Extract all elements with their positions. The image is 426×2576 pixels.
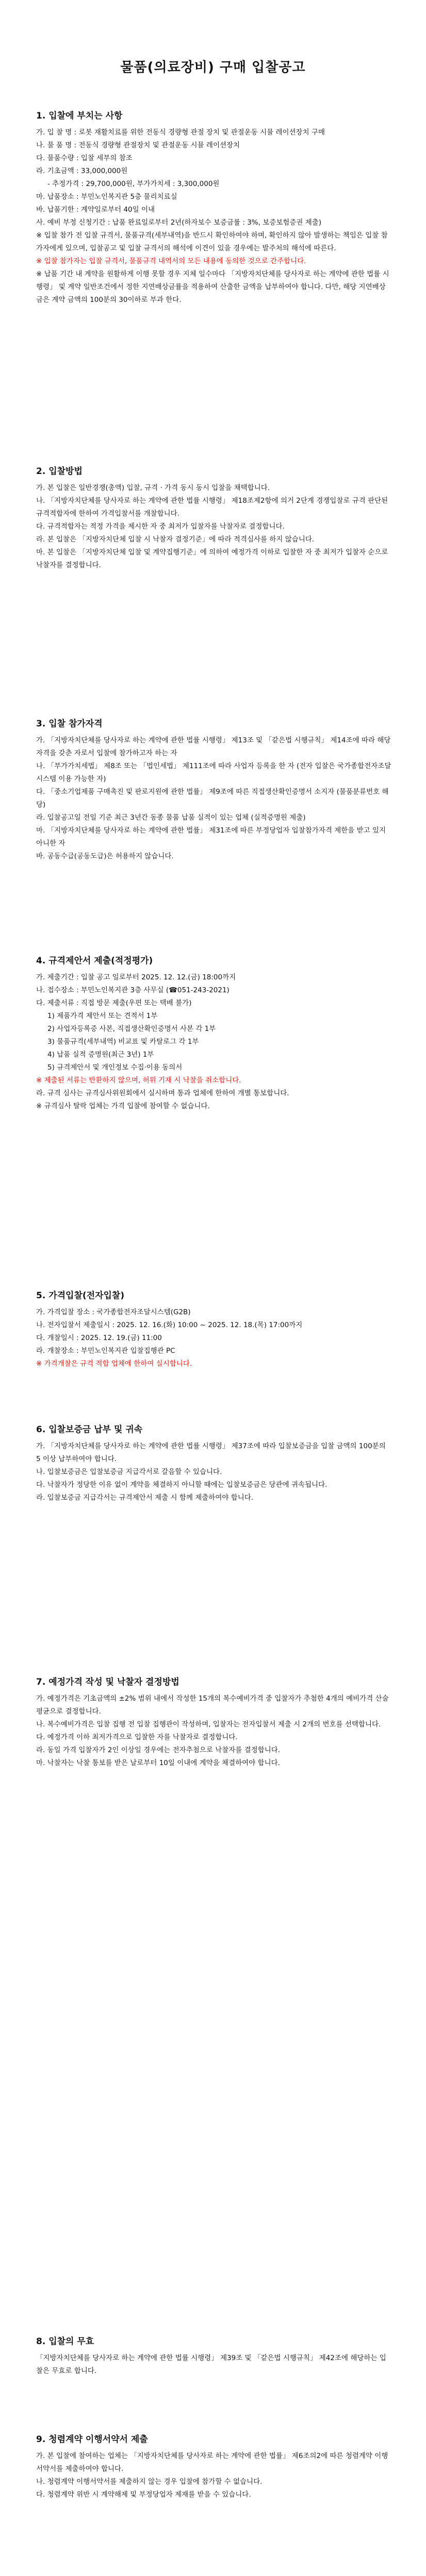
- section-line: 3) 물품규격(세부내역) 비교표 및 카탈로그 각 1부: [47, 1038, 199, 1046]
- section-9: [36, 2432, 392, 2501]
- section-heading: 8. 입찰의 무효: [36, 2336, 94, 2347]
- section-3: [36, 716, 392, 863]
- section-6: [36, 1422, 392, 1504]
- section-line: 나. 복수예비가격은 입찰 집행 전 입찰 집행관이 작성하며, 입찰자는 전자입찰서 제출 시 2개의 번호를 선택합니다.: [36, 1720, 381, 1728]
- section-line: 다. 낙찰자가 정당한 이유 없이 계약을 체결하지 아니할 때에는 입찰보증금은 당관에 귀속됩니다.: [36, 1481, 327, 1489]
- section-line: 나. 전자입찰서 제출일시 : 2025. 12. 16.(화) 10:00 ~ 2025. 12. 18.(목) 17:00까지: [36, 1321, 303, 1329]
- section-line: 다. 물품수량 : 입찰 세부의 참조: [36, 154, 133, 162]
- section-line: ※ 가격개찰은 규격 적합 업체에 한하여 실시합니다.: [36, 1360, 192, 1368]
- section-heading: 2. 입찰방법: [36, 466, 83, 477]
- section-heading: 3. 입찰 참가자격: [36, 719, 103, 729]
- section-line: ※ 납품 기간 내 계약을 원활하게 이행 못할 경우 지체 일수마다 「지방자치단체를 당사자로 하는 계약에 관한 법률 시행령」 및 계약 일반조건에서 정한 지연배상금률을 적용하여 산출한 금액을 납부하여야 합니다. 다만, 해당 지연배상금은 계약 금액의 100분의 30이하로 부과 한다.: [36, 270, 389, 304]
- section-line: 나. 물 품 명 : 전동식 경량형 관절장치 및 관절운동 시뮬 레이션장치: [36, 141, 240, 149]
- section-heading: 5. 가격입찰(전자입찰): [36, 1291, 125, 1301]
- section-line: 바. 공동수급(공동도급)은 허용하지 않습니다.: [36, 852, 174, 860]
- section-line: 5) 규격제안서 및 개인정보 수집·이용 동의서: [47, 1063, 183, 1072]
- section-line: 가. 가격입찰 장소 : 국가종합전자조달시스템(G2B): [36, 1308, 191, 1316]
- section-1: [36, 108, 392, 307]
- section-line: 다. 「중소기업제품 구매촉진 및 판로지원에 관한 법률」 제9조에 따른 직접생산확인증명서 소지자 (물품분류번호 해당): [36, 788, 389, 809]
- section-line: 가. 본 입찰은 일반경쟁(총액) 입찰, 규격 · 가격 동시 동시 입찰을 채택합니다.: [36, 484, 270, 492]
- section-line: 1) 제품가격 제안서 또는 견적서 1부: [47, 1012, 158, 1020]
- section-4: [36, 953, 392, 1113]
- section-line: 사. 예비 부정 신청기간 : 납품 완료일로부터 2년(하자보수 보증금률 : 3%, 보증보험증권 제출): [36, 218, 322, 227]
- section-heading: 9. 청렴계약 이행서약서 제출: [36, 2434, 148, 2445]
- section-heading: 1. 입찰에 부치는 사항: [36, 111, 123, 121]
- section-line: ※ 제출된 서류는 반환하지 않으며, 허위 기재 시 낙찰을 취소합니다.: [36, 1076, 241, 1084]
- section-line: 가. 예정가격은 기초금액의 ±2% 범위 내에서 작성한 15개의 복수예비가격 중 입찰자가 추첨한 4개의 예비가격 산술평균으로 결정합니다.: [36, 1694, 389, 1716]
- section-5: [36, 1288, 392, 1370]
- section-line: 「지방자치단체를 당사자로 하는 계약에 관한 법률 시행령」 제39조 및 「같은법 시행규칙」 제42조에 해당하는 입찰은 무효로 합니다.: [36, 2354, 386, 2375]
- section-line: 마. 납품장소 : 부민노인복지관 5층 물리치료실: [36, 193, 177, 201]
- section-line: 나. 「지방자치단체를 당사자로 하는 계약에 관한 법률 시행령」 제18조제2항에 의거 2단계 경쟁입찰로 규격 판단된 규격적합자에 한하여 가격입찰서를 개찰합니다.: [36, 497, 388, 518]
- section-line: ※ 입찰 참가 전 입찰 규격서, 물품규격(세부내역)을 반드시 확인하여야 하며, 확인하지 않아 발생하는 책임은 입찰 참가자에게 있으며, 입찰공고 및 입찰 규격서의 해석에 이견이 있을 경우에는 발주처의 해석에 따른다.: [36, 231, 388, 252]
- section-line: 마. 「지방자치단체를 당사자로 하는 계약에 관한 법률」 제31조에 따른 부정당업자 입찰참가자격 제한을 받고 있지 아니한 자: [36, 826, 386, 848]
- section-line: ※ 입찰 참가자는 입찰 규격서, 물품규격 내역서의 모든 내용에 동의한 것으로 간주합니다.: [36, 257, 306, 265]
- section-line: 나. 입찰보증금은 입찰보증금 지급각서로 갈음할 수 있습니다.: [36, 1468, 222, 1476]
- section-line: 나. 「부가가치세법」 제8조 또는 「법인세법」 제111조에 따라 사업자 등록을 한 자 (전자 입찰은 국가종합전자조달시스템 이용 가능한 자): [36, 762, 391, 783]
- section-8: [36, 2334, 392, 2378]
- section-line: 라. 규격 심사는 규격심사위원회에서 실시하며 통과 업체에 한하여 개별 통보합니다.: [36, 1089, 289, 1097]
- section-heading: 7. 예정가격 작성 및 낙찰자 결정방법: [36, 1677, 179, 1687]
- section-line: 가. 본 입찰에 참여하는 업체는 「지방자치단체를 당사자로 하는 계약에 관한 법률」 제6조의2에 따른 청렴계약 이행서약서를 제출하여야 합니다.: [36, 2452, 388, 2473]
- section-2: [36, 464, 392, 572]
- section-line: 다. 예정가격 이하 최저가격으로 입찰한 자를 낙찰자로 결정합니다.: [36, 1733, 238, 1741]
- section-line: 라. 입찰공고일 전일 기준 최근 3년간 동종 물품 납품 실적이 있는 업체 (실적증명원 제출): [36, 814, 306, 822]
- section-line: 다. 청렴계약 위반 시 계약해제 및 부정당업자 제재를 받을 수 있습니다.: [36, 2490, 251, 2499]
- section-line: 라. 본 입찰은 「지방자치단체 입찰 시 낙찰자 결정기준」에 따라 적격심사를 하지 않습니다.: [36, 535, 315, 544]
- section-line: 바. 납품기한 : 계약일로부터 40일 이내: [36, 206, 155, 214]
- section-7: [36, 1674, 392, 1770]
- section-line: 다. 제출서류 : 직접 방문 제출(우편 또는 택배 불가): [36, 999, 192, 1007]
- section-line: 가. 입 찰 명 : 로봇 재활치료를 위한 전동식 경량형 관절 장치 및 관절운동 시뮬 레이션장치 구매: [36, 128, 325, 137]
- section-line: ※ 규격심사 탈락 업체는 가격 입찰에 참여할 수 없습니다.: [36, 1102, 210, 1110]
- section-line: 다. 규격적합자는 적정 가격을 제시한 자 중 최저가 입찰자를 낙찰자로 결정합니다.: [36, 522, 285, 531]
- notice-title: 물품(의료장비) 구매 입찰공고: [120, 60, 306, 75]
- section-line: 나. 청렴계약 이행서약서를 제출하지 않는 경우 입찰에 참가할 수 없습니다.: [36, 2478, 263, 2486]
- section-line: 라. 개찰장소 : 부민노인복지관 입찰집행관 PC: [36, 1347, 175, 1355]
- section-line: 라. 동일 가격 입찰자가 2인 이상일 경우에는 전자추첨으로 낙찰자를 결정합니다.: [36, 1746, 281, 1754]
- section-line: 라. 기초금액 : 33,000,000원: [36, 167, 128, 175]
- section-line: 다. 개찰일시 : 2025. 12. 19.(금) 11:00: [36, 1334, 162, 1342]
- section-line: 마. 본 입찰은 「지방자치단체 입찰 및 계약집행기준」에 의하여 예정가격 이하로 입찰한 자 중 최저가 입찰자 순으로 낙찰자를 결정합니다.: [36, 548, 388, 569]
- section-line: 나. 접수장소 : 부민노인복지관 3층 사무실 (☎051-243-2021): [36, 986, 230, 994]
- section-line: - 추정가격 : 29,700,000원, 부가가치세 : 3,300,000원: [47, 180, 220, 188]
- section-heading: 6. 입찰보증금 납부 및 귀속: [36, 1425, 143, 1435]
- section-line: 가. 「지방자치단체를 당사자로 하는 계약에 관한 법률 시행령」 제37조에 따라 입찰보증금을 입찰 금액의 100분의 5 이상 납부하여야 합니다.: [36, 1442, 386, 1463]
- section-line: 라. 입찰보증금 지급각서는 규격제안서 제출 시 함께 제출하여야 합니다.: [36, 1494, 254, 1502]
- section-line: 4) 납품 실적 증명원(최근 3년) 1부: [47, 1050, 154, 1059]
- section-line: 마. 낙찰자는 낙찰 통보를 받은 날로부터 10일 이내에 계약을 체결하여야 합니다.: [36, 1759, 280, 1767]
- section-line: 가. 「지방자치단체를 당사자로 하는 계약에 관한 법률 시행령」 제13조 및 「같은법 시행규칙」 제14조에 따라 해당 자격을 갖춘 자로서 입찰에 참가하고자 하는 자: [36, 736, 391, 757]
- section-line: 2) 사업자등록증 사본, 직접생산확인증명서 사본 각 1부: [47, 1025, 216, 1033]
- section-heading: 4. 규격제안서 제출(적정평가): [36, 956, 153, 966]
- section-line: 가. 제출기간 : 입찰 공고 일로부터 2025. 12. 12.(금) 18:00까지: [36, 973, 236, 981]
